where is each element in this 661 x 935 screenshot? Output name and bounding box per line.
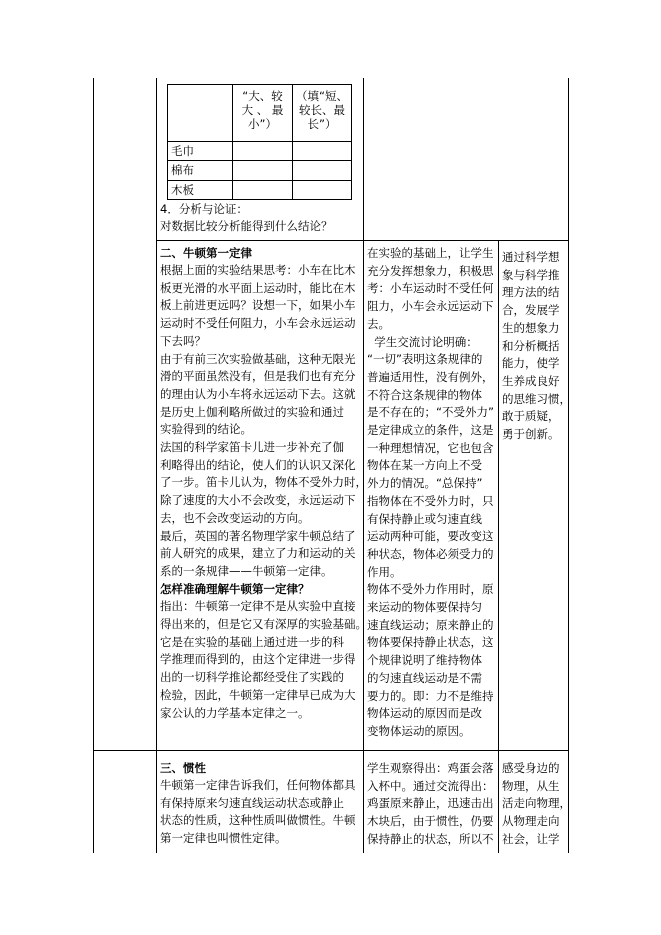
text-line: 去。 xyxy=(367,316,390,331)
outer-col3-border xyxy=(363,78,364,853)
text-line: 能力，使学 xyxy=(502,356,560,371)
text-line: 象与科学推 xyxy=(502,267,560,282)
text-line: 系的一条规律——牛顿第一定律。 xyxy=(160,563,333,578)
text-line: 状态的性质，这种性质叫做惯性。牛顿 xyxy=(160,813,356,828)
text-line: 学生观察得出：鸡蛋会落 xyxy=(367,761,494,775)
text-line: 去，也不会改变运动的方向。 xyxy=(160,510,310,525)
text-line: 和分析概括 xyxy=(502,338,560,353)
text-line: 板上前进更远吗？设想一下，如果小车 xyxy=(160,298,356,313)
text-line: 物体运动的原因而是改 xyxy=(367,706,482,721)
text-line: 勇于创新。 xyxy=(502,427,560,441)
text-line: 生养成良好 xyxy=(502,373,560,388)
text-line: 指物体在不受外力时，只 xyxy=(367,493,494,508)
text-line: 敢于质疑， xyxy=(502,409,560,424)
text-line: 保持静止的状态，所以不 xyxy=(367,831,494,846)
text-line: 考：小车运动时不受任何 xyxy=(367,281,494,296)
row-divider-2 xyxy=(93,750,569,751)
text-line: 下去吗？ xyxy=(160,333,206,348)
row-divider-1 xyxy=(156,240,569,241)
text-line: 鸡蛋原来静止，迅速击出 xyxy=(367,796,494,811)
text-line: 除了速度的大小不会改变，永远运动下 xyxy=(160,493,356,508)
section2-title: 二、牛顿第一定律 xyxy=(160,246,252,260)
text-line: 个规律说明了维持物体 xyxy=(367,653,482,668)
outer-col2-border xyxy=(156,78,157,853)
text-line: 了一步。笛卡儿认为，物体不受外力时， xyxy=(160,475,367,490)
text-line: 物理，从生 xyxy=(502,778,560,793)
text-line: 指出：牛顿第一定律不是从实验中直接 xyxy=(160,599,356,614)
inner-row-label-2: 棉布 xyxy=(171,163,194,177)
outer-right-border xyxy=(568,78,569,853)
text-line: 物体不受外力作用时，原 xyxy=(367,582,494,597)
text-line: 理方法的结 xyxy=(502,285,560,300)
text-line: 怎样准确理解牛顿第一定律？ xyxy=(160,581,310,596)
text-line: 家公认的力学基本定律之一。 xyxy=(160,705,310,720)
text-line: 通过科学想 xyxy=(502,250,560,264)
inner-row-label-1: 毛巾 xyxy=(171,144,194,158)
text-line: 最后，英国的著名物理学家牛顿总结了 xyxy=(160,528,356,543)
text-line: 前人研究的成果，建立了力和运动的关 xyxy=(160,546,356,561)
text-line: 学推理而得到的，由这个定律进一步得 xyxy=(160,652,356,667)
text-line: 在实验的基础上，让学生 xyxy=(367,246,494,260)
text-line: 有保持原来匀速直线运动状态或静止 xyxy=(160,795,344,810)
text-line: 入杯中。通过交流得出： xyxy=(367,778,494,793)
text-line: 不符合这条规律的物体 xyxy=(367,387,482,402)
text-line: 检验，因此，牛顿第一定律早已成为大 xyxy=(160,687,356,702)
inner-row-label-3: 木板 xyxy=(171,183,194,197)
text-line: 出的一切科学推论都经受住了实践的 xyxy=(160,670,344,685)
text-line: 普遍适用性，没有例外， xyxy=(367,369,494,384)
text-line: 作用。 xyxy=(367,564,402,579)
text-line: 从物理走向 xyxy=(502,814,560,829)
text-line: 外力的情况。“总保持” xyxy=(367,476,483,491)
text-line: 活走向物理， xyxy=(502,796,571,811)
text-line: 一种理想情况，它也包含 xyxy=(367,440,494,455)
text-line: “一切”表明这条规律的 xyxy=(367,352,483,367)
section3-title: 三、惯性 xyxy=(160,761,206,775)
text-line: 牛顿第一定律告诉我们，任何物体都具 xyxy=(160,778,356,792)
text-line: 得出来的，但是它又有深厚的实验基础。 xyxy=(160,617,367,631)
text-line: 的匀速直线运动是不需 xyxy=(367,670,482,685)
step-4-heading: 4．分析与论证： xyxy=(160,202,248,216)
inner-header-1: “大、较 大 、 最 小”） xyxy=(241,89,284,131)
text-line: 阻力，小车会永远运动下 xyxy=(367,299,494,314)
text-line: 滑的平面虽然没有，但是我们也有充分 xyxy=(160,369,356,384)
text-line: 实验得到的结论。 xyxy=(160,422,252,437)
text-line: 木块后，由于惯性，仍要 xyxy=(367,814,494,829)
text-line: 变物体运动的原因。 xyxy=(367,723,471,738)
text-line: 是定律成立的条件，这是 xyxy=(367,423,494,437)
text-line: 学生交流讨论明确： xyxy=(367,334,478,349)
text-line: 要力的。即：力不是维持 xyxy=(367,688,494,703)
conclusion-question: 对数据比较分析能得到什么结论？ xyxy=(160,219,333,233)
text-line: 来运动的物体要保持匀 xyxy=(367,600,482,614)
text-line: 运动时不受任何阻力，小车会永远运动 xyxy=(160,316,356,331)
text-line: 速直线运动；原来静止的 xyxy=(367,617,494,632)
text-line: 是不存在的；“不受外力” xyxy=(367,405,494,420)
text-line: 根据上面的实验结果思考：小车在比木 xyxy=(160,263,356,277)
outer-left-border xyxy=(93,78,94,853)
outer-col4-border xyxy=(498,240,499,853)
text-line: 它是在实验的基础上通过进一步的科 xyxy=(160,634,344,649)
text-line: 运动两种可能，要改变这 xyxy=(367,529,494,544)
text-line: 充分发挥想象力，积极思 xyxy=(367,263,494,278)
text-line: 社会，让学 xyxy=(502,831,560,846)
text-line: 法国的科学家笛卡儿进一步补充了伽 xyxy=(160,440,344,454)
text-line: 的理由认为小车将永远运动下去。这就 xyxy=(160,386,356,401)
text-line: 是历史上伽利略所做过的实验和通过 xyxy=(160,404,344,419)
text-line: 感受身边的 xyxy=(502,761,560,775)
text-line: 的思维习惯， xyxy=(502,391,571,406)
text-line: 物体在某一方向上不受 xyxy=(367,458,482,473)
inner-header-2: （填“短、 较长、最 长”） xyxy=(296,89,348,131)
text-line: 由于有前三次实验做基础，这种无限光 xyxy=(160,351,356,366)
text-line: 第一定律也叫惯性定律。 xyxy=(160,831,287,846)
text-line: 种状态，物体必须受力的 xyxy=(367,546,494,561)
text-line: 有保持静止或匀速直线 xyxy=(367,511,482,526)
text-line: 利略得出的结论，使人们的认识又深化 xyxy=(160,457,356,472)
text-line: 物体要保持静止状态，这 xyxy=(367,635,494,650)
text-line: 生的想象力 xyxy=(502,320,560,335)
text-line: 合，发展学 xyxy=(502,303,560,318)
text-line: 板更光滑的水平面上运动时，能比在木 xyxy=(160,280,356,295)
